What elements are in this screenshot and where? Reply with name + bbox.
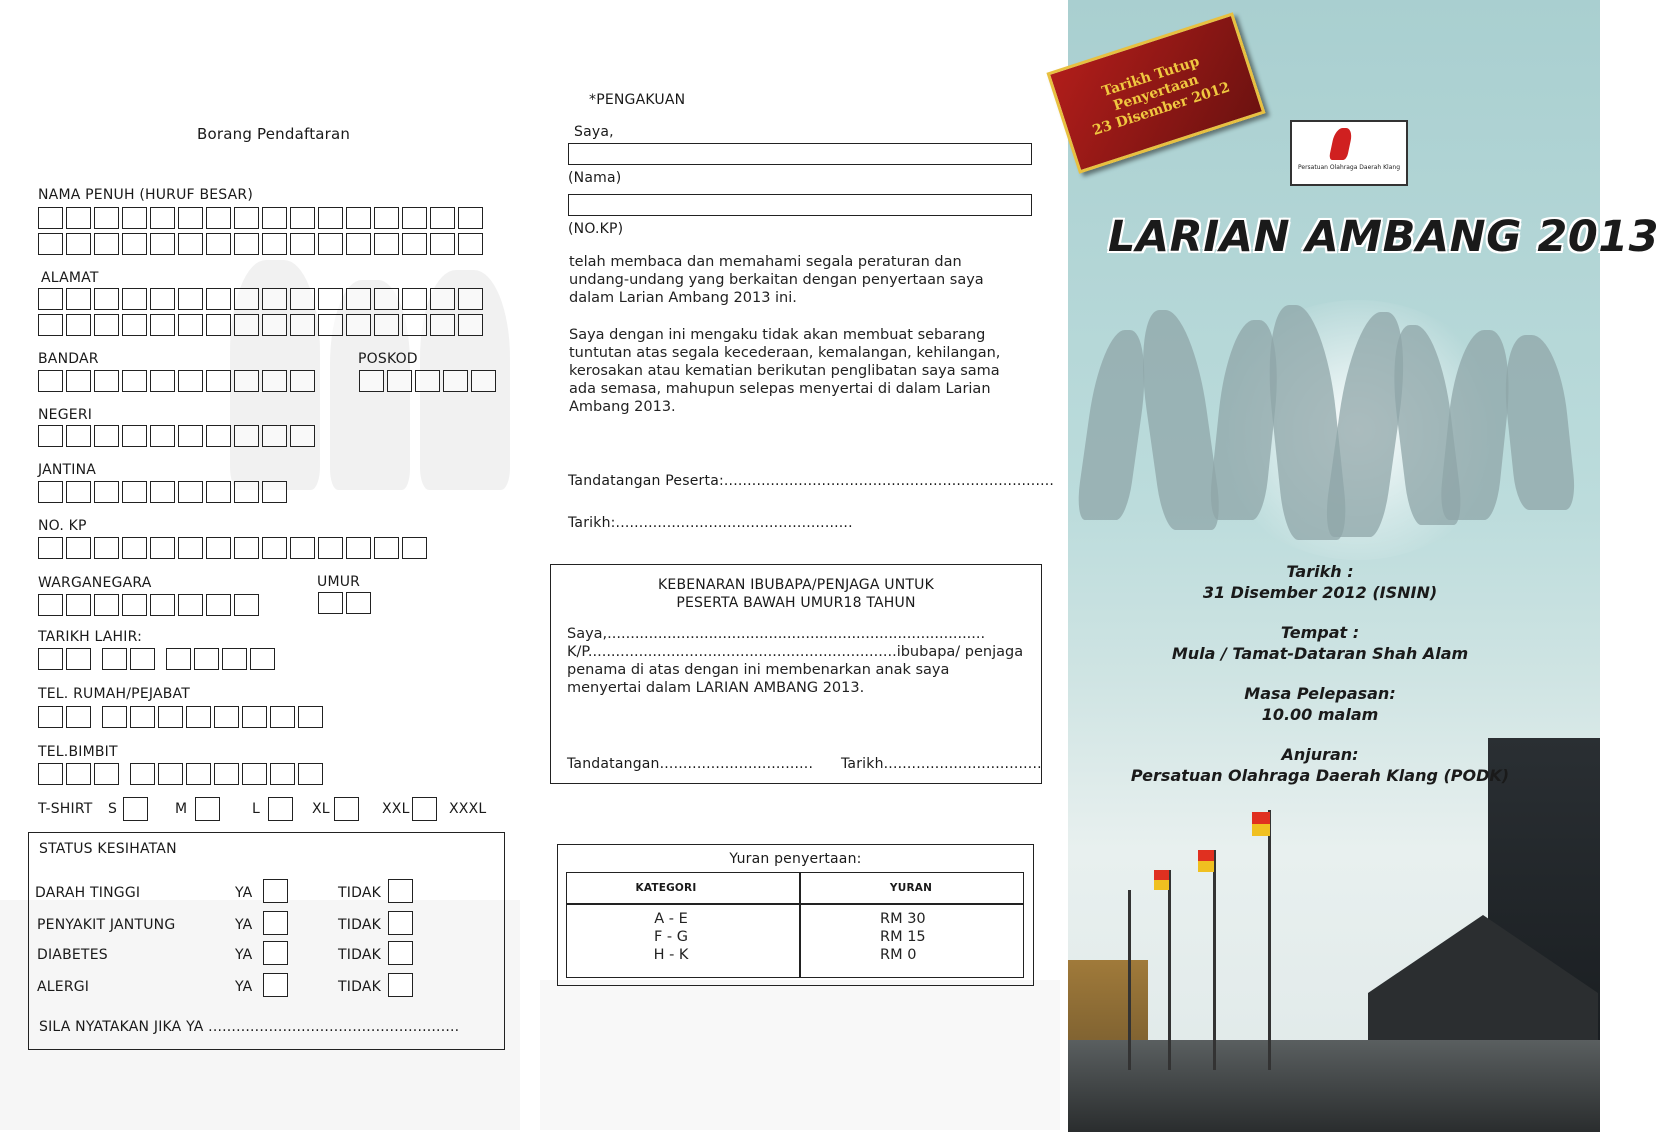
char-box[interactable] bbox=[374, 233, 399, 255]
char-box[interactable] bbox=[262, 314, 287, 336]
char-box[interactable] bbox=[38, 537, 63, 559]
flag-pole bbox=[1268, 810, 1271, 1070]
health-no-label: TIDAK bbox=[338, 917, 381, 933]
flag-icon bbox=[1154, 870, 1169, 890]
health-item-label: ALERGI bbox=[37, 979, 90, 995]
fees-amounts: RM 30 RM 15 RM 0 bbox=[880, 911, 926, 963]
background-building-silhouette bbox=[540, 980, 1060, 1130]
char-box[interactable] bbox=[178, 594, 203, 616]
char-box[interactable] bbox=[178, 314, 203, 336]
char-box[interactable] bbox=[66, 207, 91, 229]
char-box[interactable] bbox=[206, 233, 231, 255]
char-box[interactable] bbox=[206, 370, 231, 392]
char-box[interactable] bbox=[430, 314, 455, 336]
nama-input[interactable] bbox=[568, 143, 1032, 165]
char-box[interactable] bbox=[214, 763, 239, 785]
char-box[interactable] bbox=[130, 706, 155, 728]
char-box[interactable] bbox=[374, 207, 399, 229]
char-box[interactable] bbox=[262, 207, 287, 229]
health-alergi-no-checkbox[interactable] bbox=[388, 973, 413, 997]
char-box[interactable] bbox=[94, 425, 119, 447]
char-box[interactable] bbox=[430, 207, 455, 229]
char-box[interactable] bbox=[150, 288, 175, 310]
char-box[interactable] bbox=[262, 425, 287, 447]
char-box[interactable] bbox=[346, 233, 371, 255]
size-xl-checkbox[interactable] bbox=[334, 797, 359, 821]
char-box[interactable] bbox=[374, 288, 399, 310]
nokp-label: NO. KP bbox=[38, 518, 87, 534]
health-yes-label: YA bbox=[235, 947, 253, 963]
char-box[interactable] bbox=[471, 370, 496, 392]
char-box[interactable] bbox=[66, 314, 91, 336]
char-box[interactable] bbox=[206, 288, 231, 310]
char-box[interactable] bbox=[94, 207, 119, 229]
char-box[interactable] bbox=[206, 425, 231, 447]
fees-title: Yuran penyertaan: bbox=[729, 851, 862, 867]
health-yes-label: YA bbox=[235, 979, 253, 995]
char-box[interactable] bbox=[262, 370, 287, 392]
char-box[interactable] bbox=[66, 288, 91, 310]
date-value: 31 Disember 2012 (ISNIN) bbox=[1202, 583, 1438, 602]
char-box[interactable] bbox=[38, 370, 63, 392]
char-box[interactable] bbox=[178, 288, 203, 310]
health-jantung-yes-checkbox[interactable] bbox=[263, 911, 288, 935]
char-box[interactable] bbox=[402, 537, 427, 559]
health-diabetes-yes-checkbox[interactable] bbox=[263, 941, 288, 965]
char-box[interactable] bbox=[262, 481, 287, 503]
poskod-label: POSKOD bbox=[358, 351, 418, 367]
bandar-label: BANDAR bbox=[38, 351, 99, 367]
alamat-field-row-2[interactable] bbox=[38, 314, 486, 336]
char-box[interactable] bbox=[94, 288, 119, 310]
char-box[interactable] bbox=[186, 706, 211, 728]
health-status-box bbox=[28, 832, 505, 1050]
char-box[interactable] bbox=[402, 314, 427, 336]
tel-bimbit-field[interactable] bbox=[38, 763, 326, 785]
jantina-field[interactable] bbox=[38, 481, 290, 503]
char-box[interactable] bbox=[206, 594, 231, 616]
size-xxl-checkbox[interactable] bbox=[412, 797, 437, 821]
umur-field[interactable] bbox=[318, 592, 374, 614]
warganegara-label: WARGANEGARA bbox=[38, 575, 152, 591]
size-xl-label: XL bbox=[312, 801, 330, 817]
health-no-label: TIDAK bbox=[338, 947, 381, 963]
nokp-field[interactable] bbox=[38, 537, 430, 559]
flag-pole bbox=[1168, 870, 1171, 1070]
health-yes-label: YA bbox=[235, 917, 253, 933]
char-box[interactable] bbox=[318, 537, 343, 559]
venue-value: Mula / Tamat-Dataran Shah Alam bbox=[1171, 644, 1469, 663]
char-box[interactable] bbox=[234, 425, 259, 447]
char-box[interactable] bbox=[298, 763, 323, 785]
char-box[interactable] bbox=[66, 706, 91, 728]
parent-signature-line[interactable]: Tandatangan................................. bbox=[567, 756, 814, 772]
char-box[interactable] bbox=[234, 288, 259, 310]
char-box[interactable] bbox=[374, 314, 399, 336]
char-box[interactable] bbox=[38, 207, 63, 229]
form-title: Borang Pendaftaran bbox=[197, 125, 351, 143]
char-box[interactable] bbox=[38, 594, 63, 616]
nama-field-row-1[interactable] bbox=[38, 207, 486, 229]
char-box[interactable] bbox=[66, 425, 91, 447]
char-box[interactable] bbox=[150, 425, 175, 447]
char-box[interactable] bbox=[66, 648, 91, 670]
char-box[interactable] bbox=[359, 370, 384, 392]
char-box[interactable] bbox=[234, 314, 259, 336]
char-box[interactable] bbox=[234, 481, 259, 503]
health-alergi-yes-checkbox[interactable] bbox=[263, 973, 288, 997]
char-box[interactable] bbox=[94, 370, 119, 392]
char-box[interactable] bbox=[194, 648, 219, 670]
char-box[interactable] bbox=[66, 370, 91, 392]
char-box[interactable] bbox=[38, 763, 63, 785]
podk-logo bbox=[1290, 120, 1408, 186]
bandar-field[interactable] bbox=[38, 370, 318, 392]
umur-label: UMUR bbox=[317, 574, 361, 590]
char-box[interactable] bbox=[290, 314, 315, 336]
char-box[interactable] bbox=[150, 314, 175, 336]
organizer-label: Anjuran: bbox=[1281, 745, 1359, 764]
flag-icon bbox=[1252, 812, 1270, 836]
char-box[interactable] bbox=[150, 537, 175, 559]
negeri-label: NEGERI bbox=[38, 407, 93, 423]
char-box[interactable] bbox=[298, 706, 323, 728]
char-box[interactable] bbox=[290, 288, 315, 310]
char-box[interactable] bbox=[150, 370, 175, 392]
char-box[interactable] bbox=[346, 288, 371, 310]
char-box[interactable] bbox=[178, 370, 203, 392]
char-box[interactable] bbox=[122, 207, 147, 229]
size-m-label: M bbox=[175, 801, 188, 817]
char-box[interactable] bbox=[178, 537, 203, 559]
declaration-saya: Saya, bbox=[574, 124, 614, 140]
char-box[interactable] bbox=[346, 592, 371, 614]
char-box[interactable] bbox=[102, 706, 127, 728]
char-box[interactable] bbox=[458, 207, 483, 229]
char-box[interactable] bbox=[458, 314, 483, 336]
char-box[interactable] bbox=[122, 537, 147, 559]
char-box[interactable] bbox=[130, 763, 155, 785]
char-box[interactable] bbox=[166, 648, 191, 670]
char-box[interactable] bbox=[234, 370, 259, 392]
tel-rumah-field[interactable] bbox=[38, 706, 326, 728]
char-box[interactable] bbox=[250, 648, 275, 670]
flag-icon bbox=[1198, 850, 1214, 872]
nama-field-row-2[interactable] bbox=[38, 233, 486, 255]
organizer-value: Persatuan Olahraga Daerah Klang (PODK) bbox=[1130, 766, 1510, 785]
alamat-field-row-1[interactable] bbox=[38, 288, 486, 310]
char-box[interactable] bbox=[94, 594, 119, 616]
fees-categories: A - E F - G H - K bbox=[653, 911, 689, 963]
char-box[interactable] bbox=[262, 537, 287, 559]
char-box[interactable] bbox=[234, 594, 259, 616]
participant-date-line[interactable]: Tarikh:................................................... bbox=[568, 515, 853, 531]
char-box[interactable] bbox=[234, 207, 259, 229]
nama-caption: (Nama) bbox=[568, 170, 622, 186]
char-box[interactable] bbox=[122, 370, 147, 392]
poskod-field[interactable] bbox=[359, 370, 499, 392]
health-item-label: PENYAKIT JANTUNG bbox=[37, 917, 176, 933]
char-box[interactable] bbox=[150, 481, 175, 503]
char-box[interactable] bbox=[186, 763, 211, 785]
char-box[interactable] bbox=[122, 314, 147, 336]
size-l-label: L bbox=[252, 801, 260, 817]
size-l-checkbox[interactable] bbox=[268, 797, 293, 821]
char-box[interactable] bbox=[122, 425, 147, 447]
char-box[interactable] bbox=[387, 370, 412, 392]
char-box[interactable] bbox=[66, 763, 91, 785]
char-box[interactable] bbox=[122, 233, 147, 255]
fees-table bbox=[566, 872, 1024, 978]
char-box[interactable] bbox=[270, 706, 295, 728]
declaration-paragraph-2: Saya dengan ini mengaku tidak akan membuat sebarang tuntutan atas segala kecederaan, kemalangan, kehilangan, kerosakan atau kematian berikutan penglibatan saya sama ada semasa, mahupun selepas menyertai di dalam Larian Ambang 2013. bbox=[569, 327, 1001, 415]
podk-logo-text: Persatuan Olahraga Daerah Klang bbox=[1297, 164, 1401, 171]
char-box[interactable] bbox=[458, 288, 483, 310]
char-box[interactable] bbox=[66, 537, 91, 559]
char-box[interactable] bbox=[158, 706, 183, 728]
runner-logo-icon bbox=[1329, 128, 1354, 160]
char-box[interactable] bbox=[38, 233, 63, 255]
char-box[interactable] bbox=[206, 537, 231, 559]
char-box[interactable] bbox=[206, 207, 231, 229]
size-xxxl-label: XXXL bbox=[449, 801, 487, 817]
venue-label: Tempat : bbox=[1280, 623, 1360, 642]
char-box[interactable] bbox=[415, 370, 440, 392]
fees-table-divider-horizontal bbox=[567, 903, 1023, 905]
fees-col-kategori: KATEGORI bbox=[635, 882, 697, 894]
parent-consent-title-2: PESERTA BAWAH UMUR18 TAHUN bbox=[676, 595, 916, 611]
closing-date-stamp bbox=[1046, 12, 1265, 173]
char-box[interactable] bbox=[66, 481, 91, 503]
char-box[interactable] bbox=[234, 537, 259, 559]
char-box[interactable] bbox=[206, 481, 231, 503]
closing-date-stamp-text: Tarikh Tutup Penyertaan 23 Disember 2012 bbox=[1090, 53, 1232, 139]
char-box[interactable] bbox=[122, 481, 147, 503]
size-s-label: S bbox=[108, 801, 118, 817]
char-box[interactable] bbox=[346, 537, 371, 559]
char-box[interactable] bbox=[402, 207, 427, 229]
char-box[interactable] bbox=[402, 233, 427, 255]
health-no-label: TIDAK bbox=[338, 885, 381, 901]
event-title: LARIAN AMBANG 2013 bbox=[1108, 212, 1659, 262]
date-label: Tarikh : bbox=[1286, 562, 1354, 581]
health-darah-tinggi-no-checkbox[interactable] bbox=[388, 879, 413, 903]
char-box[interactable] bbox=[346, 207, 371, 229]
char-box[interactable] bbox=[178, 425, 203, 447]
char-box[interactable] bbox=[402, 288, 427, 310]
parent-consent-title-1: KEBENARAN IBUBAPA/PENJAGA UNTUK bbox=[658, 577, 934, 593]
declaration-panel bbox=[540, 0, 1060, 1132]
negeri-field[interactable] bbox=[38, 425, 318, 447]
participant-signature-line[interactable]: Tandatangan Peserta:....................................................................... bbox=[568, 473, 1055, 489]
start-time-label: Masa Pelepasan: bbox=[1244, 684, 1396, 703]
char-box[interactable] bbox=[94, 481, 119, 503]
char-box[interactable] bbox=[234, 233, 259, 255]
runner-silhouette bbox=[1075, 330, 1154, 520]
start-time-value: 10.00 malam bbox=[1261, 705, 1379, 724]
health-yes-label: YA bbox=[235, 885, 253, 901]
size-s-checkbox[interactable] bbox=[123, 797, 148, 821]
char-box[interactable] bbox=[270, 763, 295, 785]
parent-consent-box bbox=[550, 564, 1042, 784]
plaza-ground bbox=[1068, 1040, 1600, 1132]
flag-pole bbox=[1128, 890, 1131, 1070]
tel-bimbit-label: TEL.BIMBIT bbox=[38, 744, 118, 760]
char-box[interactable] bbox=[150, 594, 175, 616]
char-box[interactable] bbox=[262, 288, 287, 310]
char-box[interactable] bbox=[430, 288, 455, 310]
char-box[interactable] bbox=[38, 648, 63, 670]
char-box[interactable] bbox=[94, 233, 119, 255]
health-note: SILA NYATAKAN JIKA YA ...................................................... bbox=[39, 1019, 460, 1035]
tarikh-lahir-field[interactable] bbox=[38, 648, 278, 670]
char-box[interactable] bbox=[38, 481, 63, 503]
warganegara-field[interactable] bbox=[38, 594, 262, 616]
parent-consent-body: Saya,.................................................................................. K/P...................................................................ibubapa/ penjaga penama di atas dengan ini membenarkan anak saya menyertai dalam LARIAN AMBANG 2013. bbox=[567, 626, 1024, 696]
char-box[interactable] bbox=[318, 233, 343, 255]
char-box[interactable] bbox=[38, 425, 63, 447]
char-box[interactable] bbox=[214, 706, 239, 728]
registration-form bbox=[0, 0, 530, 1132]
health-diabetes-no-checkbox[interactable] bbox=[388, 941, 413, 965]
jantina-label: JANTINA bbox=[38, 462, 97, 478]
parent-date-line[interactable]: Tarikh.................................. bbox=[841, 756, 1042, 772]
tarikh-lahir-label: TARIKH LAHIR: bbox=[38, 629, 143, 645]
char-box[interactable] bbox=[178, 233, 203, 255]
health-item-label: DARAH TINGGI bbox=[35, 885, 141, 901]
char-box[interactable] bbox=[290, 233, 315, 255]
char-box[interactable] bbox=[38, 314, 63, 336]
char-box[interactable] bbox=[38, 706, 63, 728]
char-box[interactable] bbox=[262, 233, 287, 255]
size-m-checkbox[interactable] bbox=[195, 797, 220, 821]
char-box[interactable] bbox=[318, 314, 343, 336]
alamat-label: ALAMAT bbox=[41, 270, 99, 286]
char-box[interactable] bbox=[130, 648, 155, 670]
fees-box bbox=[557, 844, 1034, 986]
char-box[interactable] bbox=[318, 592, 343, 614]
char-box[interactable] bbox=[458, 233, 483, 255]
flag-pole bbox=[1213, 850, 1216, 1070]
char-box[interactable] bbox=[346, 314, 371, 336]
nokp-input[interactable] bbox=[568, 194, 1032, 216]
char-box[interactable] bbox=[290, 370, 315, 392]
nama-label: NAMA PENUH (HURUF BESAR) bbox=[38, 187, 254, 203]
char-box[interactable] bbox=[38, 288, 63, 310]
declaration-header: *PENGAKUAN bbox=[589, 92, 686, 108]
char-box[interactable] bbox=[318, 288, 343, 310]
char-box[interactable] bbox=[94, 763, 119, 785]
health-no-label: TIDAK bbox=[338, 979, 381, 995]
char-box[interactable] bbox=[122, 288, 147, 310]
char-box[interactable] bbox=[158, 763, 183, 785]
char-box[interactable] bbox=[430, 233, 455, 255]
char-box[interactable] bbox=[94, 537, 119, 559]
char-box[interactable] bbox=[374, 537, 399, 559]
declaration-paragraph-1: telah membaca dan memahami segala peraturan dan undang-undang yang berkaitan dengan penyertaan saya dalam Larian Ambang 2013 ini. bbox=[569, 254, 984, 306]
tshirt-label: T-SHIRT bbox=[38, 801, 93, 817]
health-title: STATUS KESIHATAN bbox=[39, 841, 177, 857]
nokp-caption: (NO.KP) bbox=[568, 221, 624, 237]
char-box[interactable] bbox=[443, 370, 468, 392]
char-box[interactable] bbox=[222, 648, 247, 670]
health-darah-tinggi-yes-checkbox[interactable] bbox=[263, 879, 288, 903]
char-box[interactable] bbox=[318, 207, 343, 229]
char-box[interactable] bbox=[122, 594, 147, 616]
char-box[interactable] bbox=[150, 207, 175, 229]
char-box[interactable] bbox=[178, 481, 203, 503]
health-jantung-no-checkbox[interactable] bbox=[388, 911, 413, 935]
tel-rumah-label: TEL. RUMAH/PEJABAT bbox=[38, 686, 190, 702]
fees-col-yuran: YURAN bbox=[889, 882, 933, 894]
char-box[interactable] bbox=[66, 233, 91, 255]
char-box[interactable] bbox=[150, 233, 175, 255]
char-box[interactable] bbox=[94, 314, 119, 336]
size-xxl-label: XXL bbox=[382, 801, 410, 817]
char-box[interactable] bbox=[290, 425, 315, 447]
char-box[interactable] bbox=[290, 207, 315, 229]
char-box[interactable] bbox=[242, 706, 267, 728]
health-item-label: DIABETES bbox=[37, 947, 108, 963]
char-box[interactable] bbox=[206, 314, 231, 336]
char-box[interactable] bbox=[66, 594, 91, 616]
runner-silhouette bbox=[1499, 335, 1577, 510]
char-box[interactable] bbox=[290, 537, 315, 559]
char-box[interactable] bbox=[102, 648, 127, 670]
char-box[interactable] bbox=[242, 763, 267, 785]
char-box[interactable] bbox=[178, 207, 203, 229]
